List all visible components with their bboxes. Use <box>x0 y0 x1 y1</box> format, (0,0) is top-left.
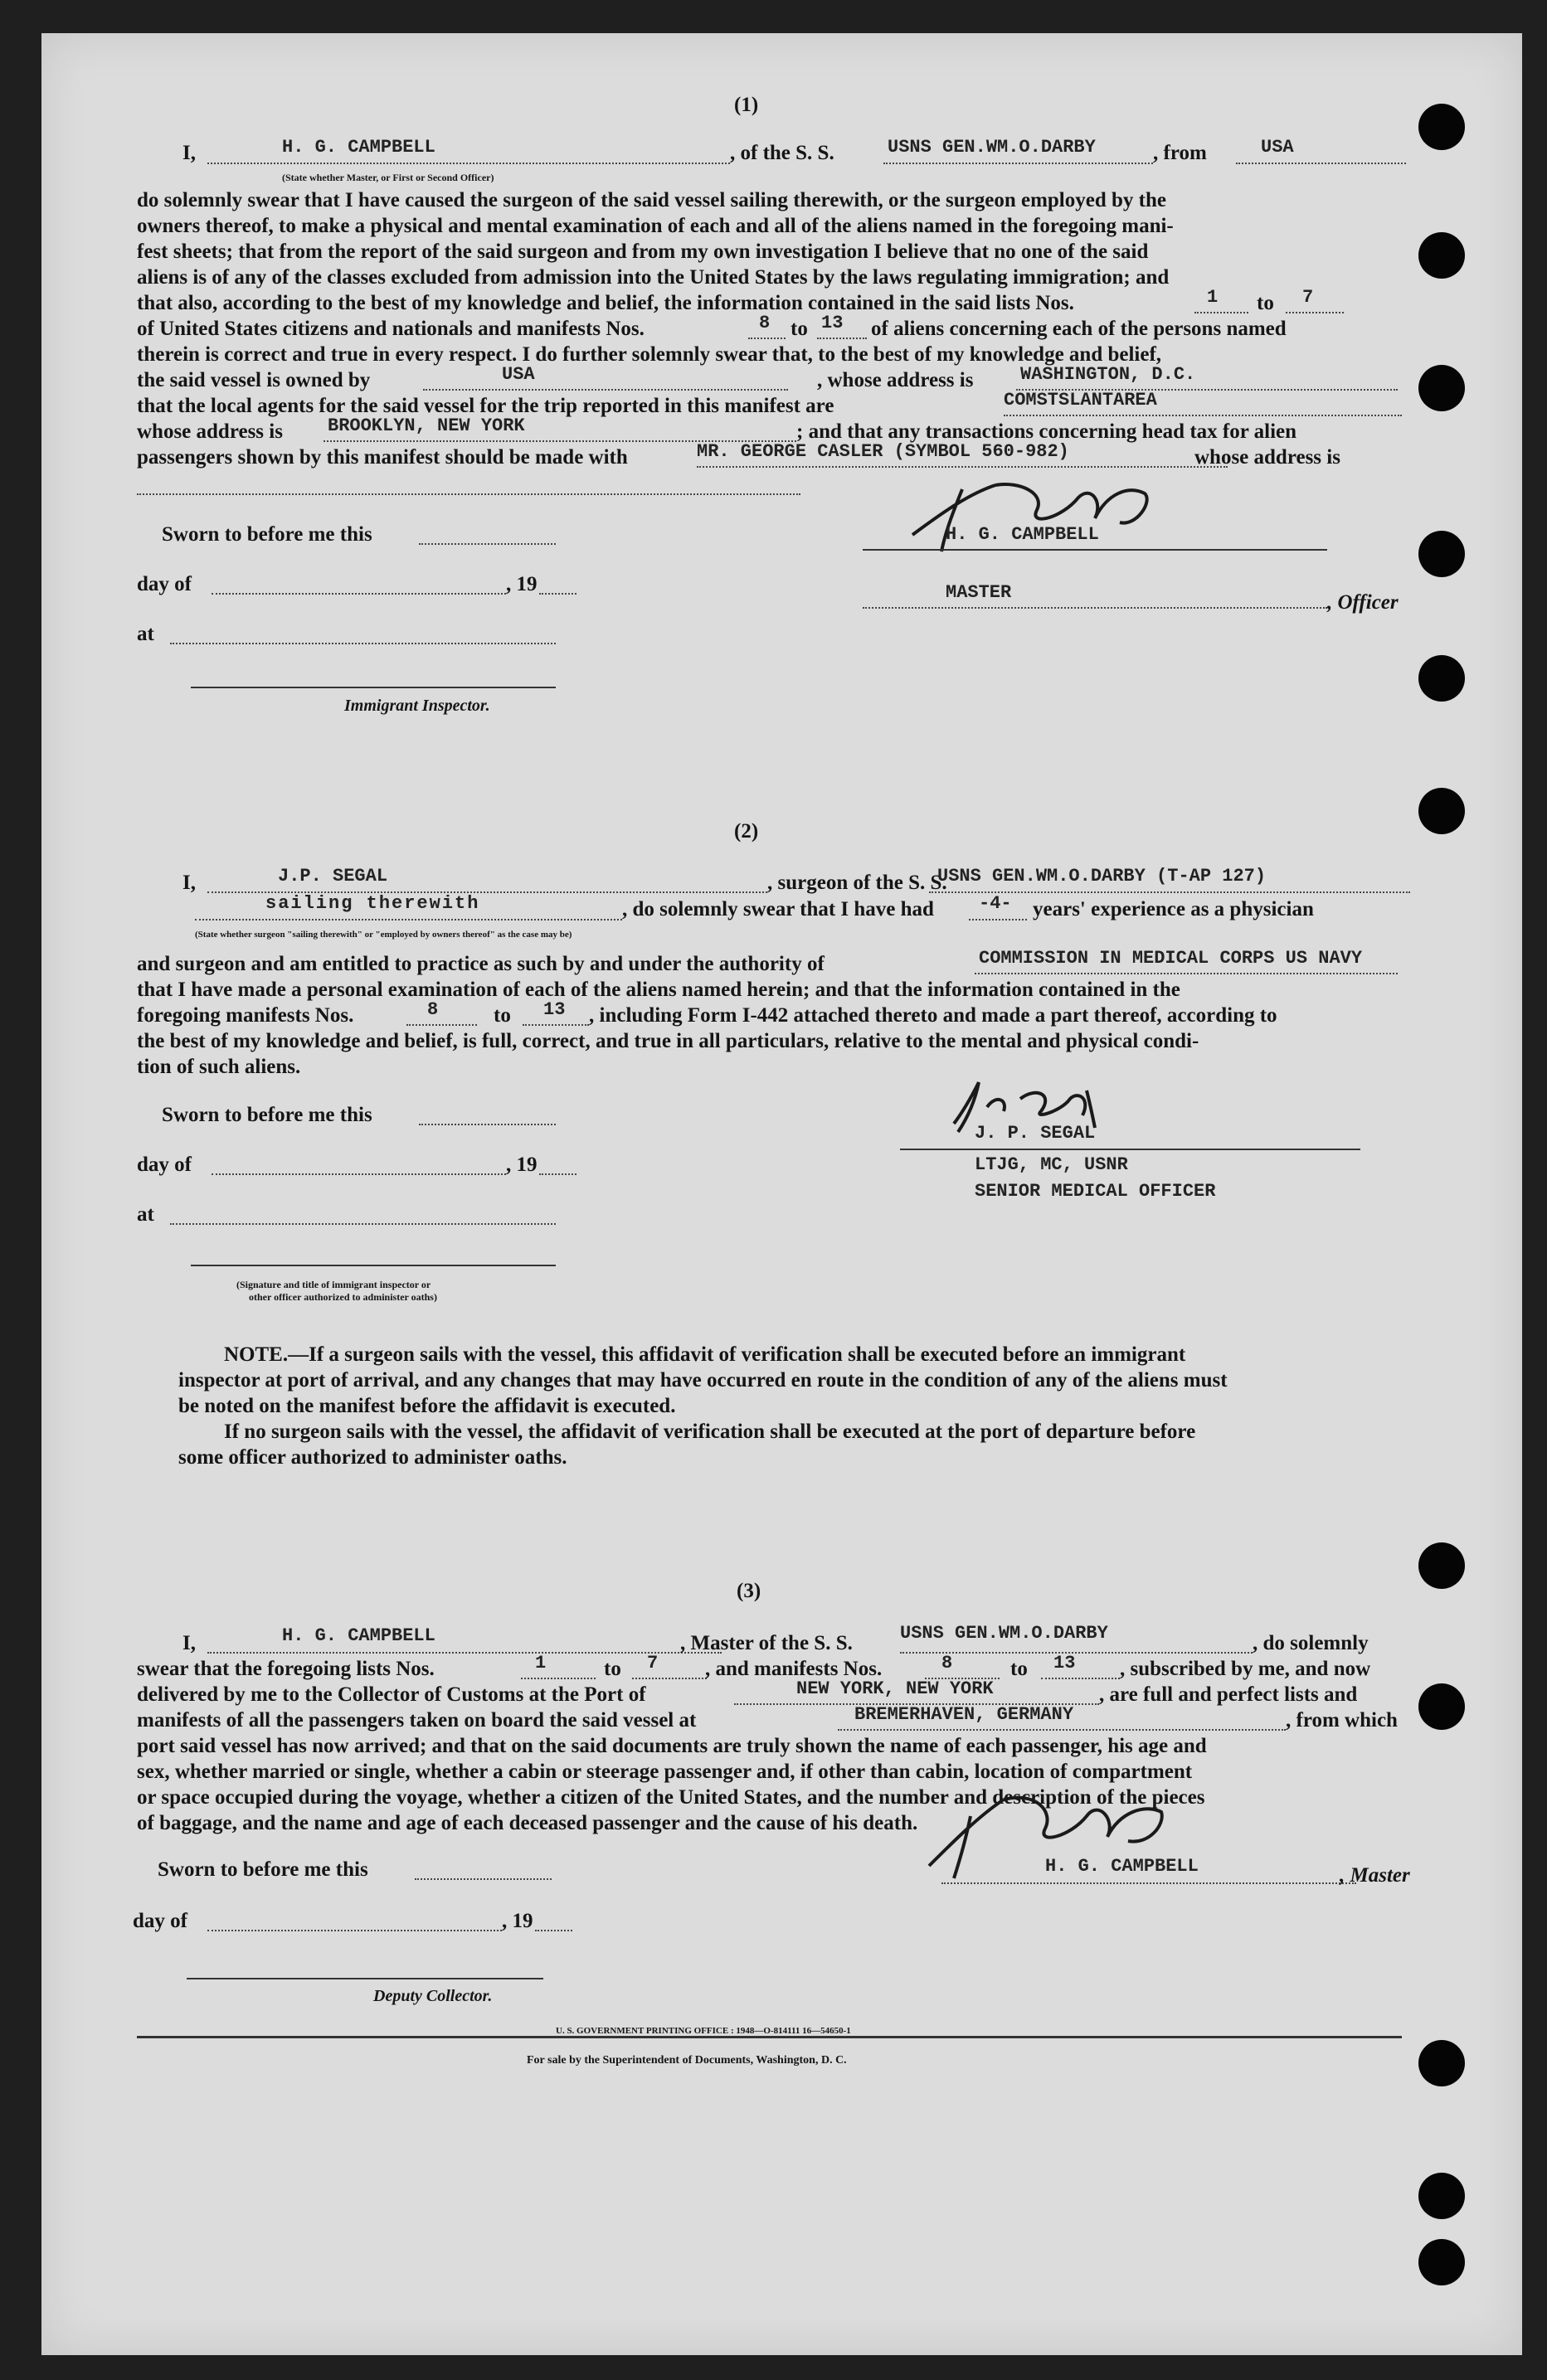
note-line: some officer authorized to administer oaths. <box>178 1446 567 1469</box>
para-line: foregoing manifests Nos. <box>137 1004 354 1027</box>
from-which: , from which <box>1286 1709 1398 1732</box>
sailing-line <box>195 919 622 920</box>
of-ss-label: , of the S. S. <box>730 142 834 164</box>
signature-line <box>863 549 1327 551</box>
sworn-line <box>415 1878 552 1880</box>
note-line: inspector at port of arrival, and any changes that may have occurred en route in the condition of any of the aliens must <box>178 1369 1228 1392</box>
surgeon-signature-typed: J. P. SEGAL <box>975 1123 1096 1144</box>
whose-address: whose address is <box>1194 446 1340 469</box>
to-label: to <box>791 318 808 340</box>
section-number: (2) <box>734 820 759 843</box>
at-line <box>170 643 556 644</box>
agents-label: that the local agents for the said vessel for the trip reported in this manifest are <box>137 395 834 417</box>
agents-address: BROOKLYN, NEW YORK <box>328 415 525 436</box>
manifests-line: manifests of all the passengers taken on board the said vessel at <box>137 1709 697 1732</box>
para-line: port said vessel has now arrived; and that on the said documents are truly shown the name of each passenger, his age and <box>137 1735 1207 1757</box>
surgeon-title-1: LTJG, MC, USNR <box>975 1154 1128 1175</box>
origin-line <box>838 1729 1286 1731</box>
man-to-line <box>523 1024 589 1026</box>
year-line <box>539 593 576 595</box>
surgeon-name: J.P. SEGAL <box>278 866 388 886</box>
gpo-line: U. S. GOVERNMENT PRINTING OFFICE : 1948—O-814111 16—54650-1 <box>556 2026 851 2036</box>
authority-line <box>975 973 1398 974</box>
lists-to: 7 <box>1302 287 1314 308</box>
man-to: 13 <box>543 999 566 1020</box>
from-line <box>1236 163 1406 164</box>
para-line: , including Form I-442 attached thereto and made a part thereof, according to <box>589 1004 1277 1027</box>
i-label: I, <box>182 1632 196 1654</box>
sworn-line <box>419 1124 556 1125</box>
officer-label: , Officer <box>1327 591 1399 614</box>
man-to: 13 <box>1053 1653 1076 1673</box>
note-line: be noted on the manifest before the affidavit is executed. <box>178 1395 676 1417</box>
surgeon-title-2: SENIOR MEDICAL OFFICER <box>975 1181 1216 1202</box>
manifests-to: 13 <box>821 313 844 333</box>
punch-hole <box>1418 365 1465 411</box>
man-from-line <box>748 338 786 339</box>
authority-label: and surgeon and am entitled to practice as such by and under the authority of <box>137 953 825 975</box>
master-of-label: , Master of the S. S. <box>680 1632 853 1654</box>
at-label: at <box>137 623 154 645</box>
sub-note: (State whether Master, or First or Second Officer) <box>282 172 494 183</box>
from-label: , from <box>1153 142 1207 164</box>
manifests-line: of United States citizens and nationals and manifests Nos. <box>137 318 645 340</box>
years-experience: years' experience as a physician <box>1033 898 1314 920</box>
para-line: do solemnly swear that I have caused the surgeon of the said vessel sailing therewith, or the surgeon employed by the <box>137 189 1166 211</box>
section-number: (3) <box>737 1580 761 1602</box>
sig-note: other officer authorized to administer oaths) <box>249 1291 437 1303</box>
owner: USA <box>502 364 535 385</box>
day-of: day of <box>137 573 192 595</box>
para-line: that also, according to the best of my knowledge and belief, the information contained in the said lists Nos. <box>137 292 1074 314</box>
para-line: therein is correct and true in every respect. I do further solemnly swear that, to the best of my knowledge and belief, <box>137 343 1162 366</box>
year-prefix: , 19 <box>502 1910 533 1932</box>
sworn-line <box>419 543 556 545</box>
deputy-line <box>187 1978 543 1979</box>
year-line <box>539 1173 576 1175</box>
agents-line <box>1004 415 1402 416</box>
man-from-line <box>406 1024 477 1026</box>
para-line: sex, whether married or single, whether a cabin or steerage passenger and, if other than cabin, location of compartment <box>137 1761 1193 1783</box>
subscribed: , subscribed by me, and now <box>1120 1658 1371 1680</box>
passengers-label: passengers shown by this manifest should be made with <box>137 446 628 469</box>
year-prefix: , 19 <box>506 573 538 595</box>
surgeon-of-label: , surgeon of the S. S. <box>767 872 947 894</box>
ship-name: USNS GEN.WM.O.DARBY <box>900 1623 1108 1644</box>
ship-name: USNS GEN.WM.O.DARBY <box>888 137 1096 158</box>
port: NEW YORK, NEW YORK <box>796 1678 994 1699</box>
from-value: USA <box>1261 137 1294 158</box>
signature-typed: H. G. CAMPBELL <box>946 524 1099 545</box>
para-line: the best of my knowledge and belief, is full, correct, and true in all particulars, relative to the mental and physical condi- <box>137 1030 1199 1052</box>
man-from: 8 <box>427 999 439 1020</box>
para-line: fest sheets; that from the report of the said surgeon and from my own investigation I believe that no one of the said <box>137 240 1149 263</box>
punch-hole <box>1418 2040 1465 2086</box>
swear-lists: swear that the foregoing lists Nos. <box>137 1658 435 1680</box>
years: -4- <box>979 893 1012 914</box>
rank-line <box>863 607 1327 609</box>
authority: COMMISSION IN MEDICAL CORPS US NAVY <box>979 948 1363 969</box>
lists-to-line <box>632 1678 707 1679</box>
years-label: , do solemnly swear that I have had <box>622 898 934 920</box>
day-line <box>212 1173 506 1175</box>
signature-line <box>900 1149 1360 1150</box>
sailing: sailing therewith <box>265 893 480 914</box>
lists-from-line <box>521 1678 596 1679</box>
tax-label: ; and that any transactions concerning head tax for alien <box>796 420 1297 443</box>
punch-hole <box>1418 2239 1465 2285</box>
para-line: of baggage, and the name and age of each deceased passenger and the cause of his death. <box>137 1812 918 1834</box>
section-number: (1) <box>734 94 759 116</box>
inspector-line <box>191 687 556 688</box>
para-line: tion of such aliens. <box>137 1056 301 1078</box>
years-line <box>969 919 1027 920</box>
day-line <box>207 1930 502 1931</box>
note-line: NOTE.—If a surgeon sails with the vessel, this affidavit of verification shall be executed before an immigrant <box>224 1343 1186 1366</box>
at-label: at <box>137 1203 154 1226</box>
to-label: to <box>1257 292 1274 314</box>
day-of: day of <box>133 1910 187 1932</box>
to-label: to <box>1010 1658 1028 1680</box>
ship-line <box>883 163 1153 164</box>
sworn-label: Sworn to before me this <box>162 523 372 546</box>
lists-from-line <box>1194 312 1248 313</box>
manifests-line-b: of aliens concerning each of the persons named <box>871 318 1287 340</box>
i-label: I, <box>182 872 196 894</box>
signature-line <box>941 1882 1356 1884</box>
punch-hole <box>1418 232 1465 279</box>
rank: MASTER <box>946 582 1012 603</box>
sale-line: For sale by the Superintendent of Documents, Washington, D. C. <box>527 2054 847 2067</box>
para-line: owners thereof, to make a physical and mental examination of each and all of the aliens named in the foregoing mani- <box>137 215 1174 237</box>
signature-campbell <box>896 460 1178 560</box>
note-line: If no surgeon sails with the vessel, the affidavit of verification shall be executed at the port of departure before <box>224 1421 1196 1443</box>
master-label: , Master <box>1340 1864 1410 1887</box>
lists-from: 1 <box>1207 287 1219 308</box>
signature-typed: H. G. CAMPBELL <box>1045 1856 1199 1877</box>
inspector-label: Immigrant Inspector. <box>344 697 490 715</box>
name-line <box>207 1652 722 1654</box>
owned-label: the said vessel is owned by <box>137 369 371 391</box>
punch-hole <box>1418 1683 1465 1730</box>
day-line <box>212 593 506 595</box>
punch-hole <box>1418 1542 1465 1589</box>
punch-hole <box>1418 655 1465 702</box>
footer-rule <box>137 2036 1402 2038</box>
surgeon-ship: USNS GEN.WM.O.DARBY (T-AP 127) <box>937 866 1267 886</box>
para-line: aliens is of any of the classes excluded from admission into the United States by the laws regulating immigration; and <box>137 266 1170 289</box>
delivered: delivered by me to the Collector of Customs at the Port of <box>137 1683 646 1706</box>
owner-line <box>423 389 788 391</box>
sig-note: (Signature and title of immigrant inspector or <box>236 1279 431 1290</box>
tax-contact: MR. GEORGE CASLER (SYMBOL 560-982) <box>697 441 1069 462</box>
name-line <box>207 163 730 164</box>
man-to-line <box>1041 1678 1120 1679</box>
owner-address: WASHINGTON, D.C. <box>1020 364 1196 385</box>
lists-from: 1 <box>535 1653 547 1673</box>
lists-to-line <box>1286 312 1344 313</box>
and-manifests: , and manifests Nos. <box>705 1658 883 1680</box>
year-prefix: , 19 <box>506 1154 538 1176</box>
owner-address-label: , whose address is <box>817 369 974 391</box>
punch-hole <box>1418 788 1465 834</box>
address-line <box>137 493 800 495</box>
origin: BREMERHAVEN, GERMANY <box>854 1704 1074 1725</box>
master-name: H. G. CAMPBELL <box>282 1625 435 1646</box>
agents-address-label: whose address is <box>137 420 283 443</box>
to-label: to <box>494 1004 511 1027</box>
man-to-line <box>817 338 867 339</box>
lists-to: 7 <box>647 1653 659 1673</box>
do-solemnly: , do solemnly <box>1253 1632 1369 1654</box>
to-label: to <box>604 1658 621 1680</box>
para-line: that I have made a personal examination of each of the aliens named herein; and that the information contained in the <box>137 979 1180 1001</box>
ship-line <box>900 1652 1253 1654</box>
year-line <box>535 1930 572 1931</box>
full-perfect: , are full and perfect lists and <box>1099 1683 1358 1706</box>
manifests-from: 8 <box>759 313 771 333</box>
punch-hole <box>1418 531 1465 577</box>
manifest-page <box>41 33 1522 2355</box>
punch-hole <box>1418 2173 1465 2219</box>
deputy-label: Deputy Collector. <box>373 1987 493 2005</box>
sub-note: (State whether surgeon "sailing therewith" or "employed by owners thereof" as the case may be) <box>195 930 572 940</box>
officer-sig-line <box>191 1265 556 1266</box>
para-line: or space occupied during the voyage, whether a citizen of the United States, and the number and description of the pieces <box>137 1786 1205 1809</box>
sworn-label: Sworn to before me this <box>158 1858 368 1881</box>
punch-hole <box>1418 104 1465 150</box>
at-line <box>170 1223 556 1225</box>
agents: COMSTSLANTAREA <box>1004 390 1157 410</box>
sworn-label: Sworn to before me this <box>162 1104 372 1126</box>
day-of: day of <box>137 1154 192 1176</box>
i-label: I, <box>182 142 196 164</box>
man-from: 8 <box>941 1653 953 1673</box>
master-name: H. G. CAMPBELL <box>282 137 435 158</box>
